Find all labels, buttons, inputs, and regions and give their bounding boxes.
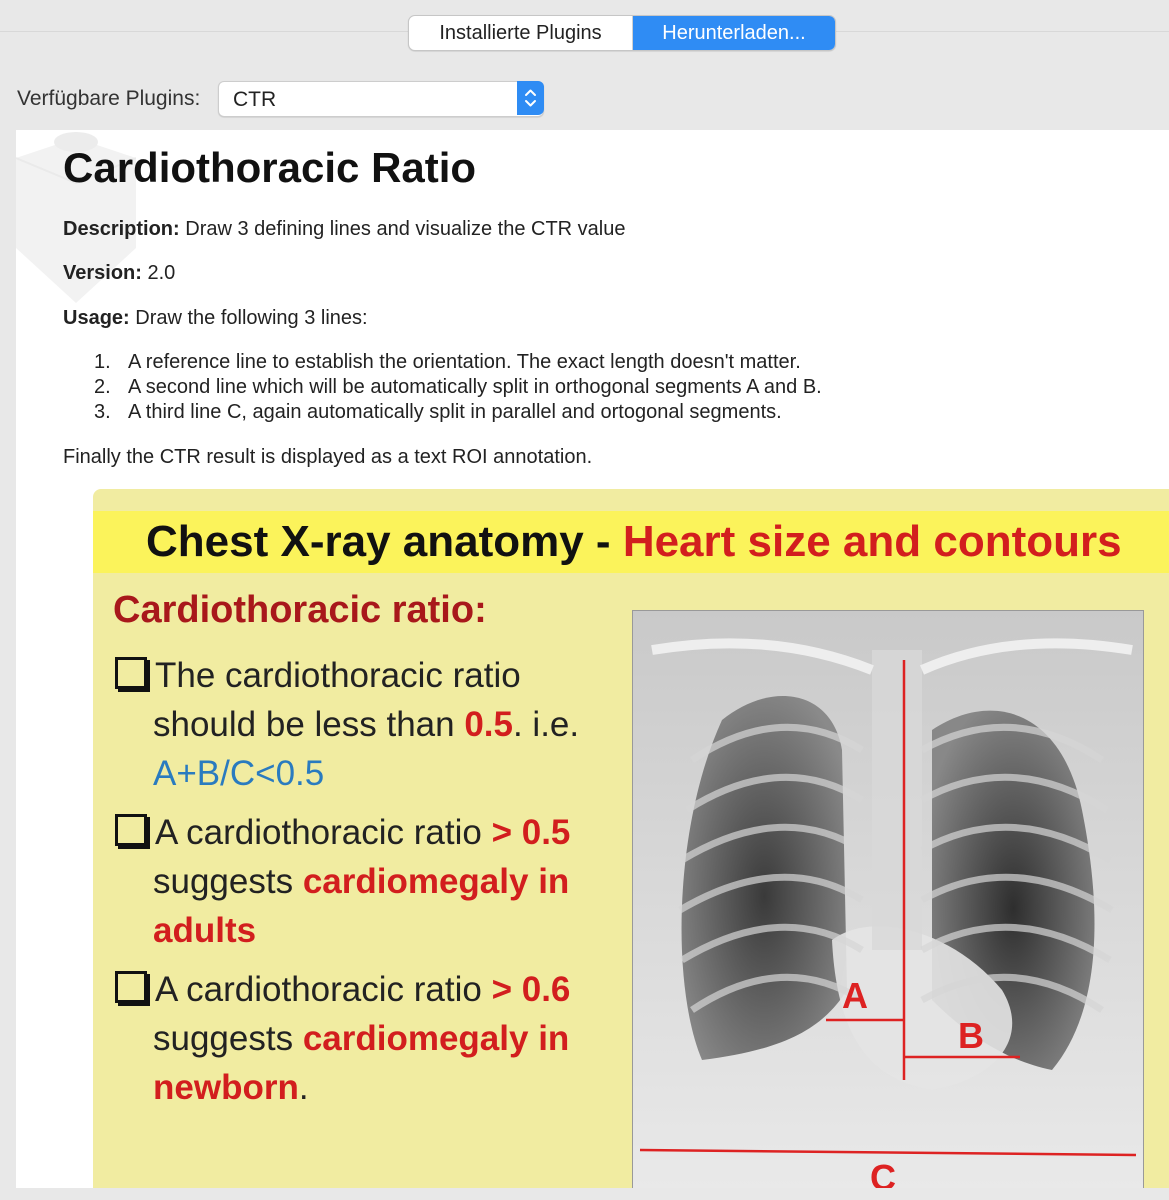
slide-bullet-3: A cardiothoracic ratio > 0.6 suggests cardiomegaly in newborn. bbox=[115, 965, 570, 1112]
checkbox-square-icon bbox=[115, 657, 147, 689]
finally-text: Finally the CTR result is displayed as a text ROI annotation. bbox=[63, 446, 593, 468]
ctr-explanation-image bbox=[93, 489, 1169, 1188]
plugin-title: Cardiothoracic Ratio bbox=[63, 144, 477, 191]
version-text: 2.0 bbox=[147, 262, 176, 284]
label-b: B bbox=[958, 1015, 984, 1056]
usage-text: Draw the following 3 lines: bbox=[135, 307, 368, 329]
label-a: A bbox=[842, 975, 868, 1016]
checkbox-square-icon bbox=[115, 814, 147, 846]
description-label: Description: bbox=[63, 218, 180, 240]
chevron-updown-icon[interactable] bbox=[517, 81, 544, 115]
plugin-select[interactable] bbox=[218, 81, 544, 117]
tab-installed-plugins[interactable]: Installierte Plugins bbox=[409, 16, 633, 50]
tab-download[interactable]: Herunterladen... bbox=[633, 16, 835, 50]
usage-label: Usage: bbox=[63, 307, 130, 329]
version-label: Version: bbox=[63, 262, 142, 284]
description-row bbox=[63, 218, 625, 241]
checkbox-square-icon bbox=[115, 971, 147, 1003]
slide-bullet-1: The cardiothoracic ratio should be less than 0.5. i.e. A+B/C<0.5 bbox=[115, 651, 579, 798]
usage-row bbox=[63, 307, 368, 330]
list-item: 1. A reference line to establish the orientation. The exact length doesn't matter. bbox=[94, 351, 801, 373]
list-item: 3. A third line C, again automatically split in parallel and ortogonal segments. bbox=[94, 401, 782, 423]
version-row bbox=[63, 262, 175, 285]
description-text: Draw 3 defining lines and visualize the CTR value bbox=[185, 218, 626, 240]
slide-subtitle: Cardiothoracic ratio: bbox=[113, 589, 487, 631]
chest-xray-image bbox=[632, 610, 1144, 1188]
usage-steps-list bbox=[94, 350, 822, 425]
available-plugins-label: Verfügbare Plugins: bbox=[17, 87, 201, 110]
slide-bullet-2: A cardiothoracic ratio > 0.5 suggests cardiomegaly in adults bbox=[115, 808, 570, 955]
label-c: C bbox=[870, 1157, 896, 1189]
slide-title: Chest X-ray anatomy - Heart size and contours bbox=[146, 517, 1122, 566]
tab-segmented-control bbox=[408, 15, 836, 51]
plugin-select-value: CTR bbox=[233, 88, 277, 111]
plugin-details-panel bbox=[16, 130, 1169, 1188]
list-item: 2. A second line which will be automatically split in orthogonal segments A and B. bbox=[94, 376, 822, 398]
